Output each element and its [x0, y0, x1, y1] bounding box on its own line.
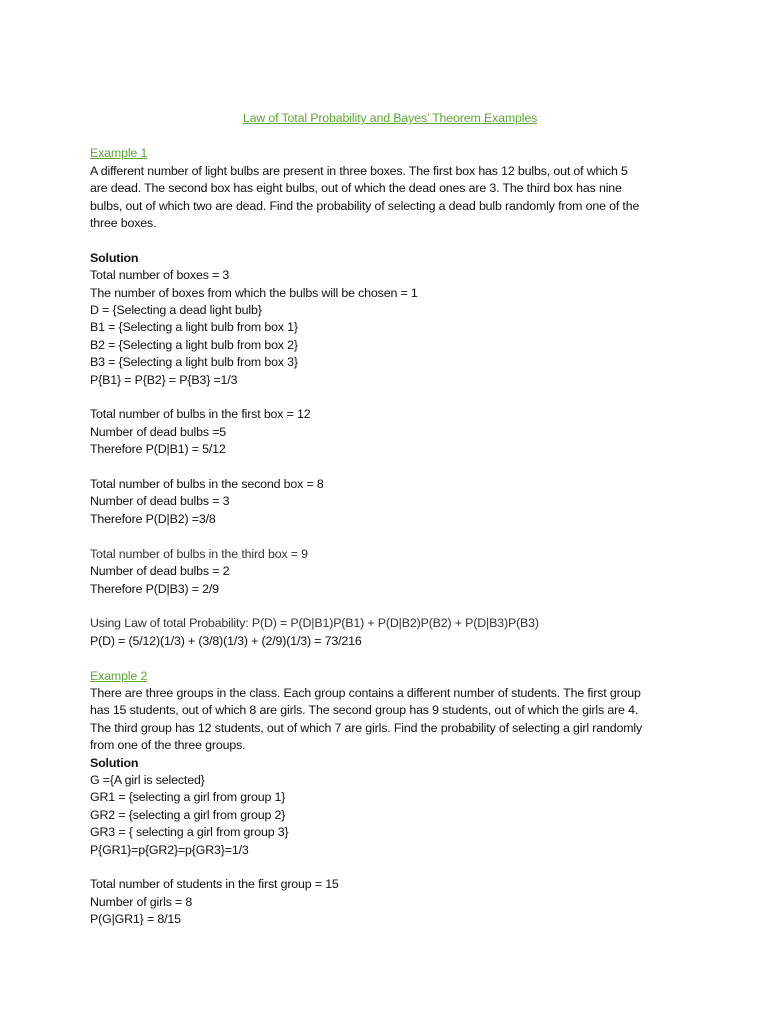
example-2-solution-label: Solution: [90, 755, 139, 770]
example-1-box-1: [90, 406, 690, 458]
total-probability-line: Using Law of total Probability: P(D) = P(D|B1)P(B1) + P(D|B2)P(B2) + P(D|B3)P(B3): [90, 616, 539, 631]
definition-line: B3 = {Selecting a light bulb from box 3}: [90, 355, 298, 370]
example-2-problem: [90, 685, 690, 755]
spacer: [90, 598, 690, 615]
example-1-section: [90, 145, 690, 667]
box-3-line: Total number of bulbs in the third box = 9: [90, 546, 308, 561]
definition-line: P{GR1}=p{GR2}=p{GR3}=1/3: [90, 842, 249, 857]
box-1-line: Total number of bulbs in the first box = 12: [90, 407, 311, 422]
box-1-line: Number of dead bulbs =5: [90, 424, 227, 439]
spacer: [90, 459, 690, 476]
group-1-line: Total number of students in the first group = 15: [90, 877, 339, 892]
spacer: [90, 528, 690, 545]
example-1-total-probability: [90, 615, 690, 650]
box-2-line: Total number of bulbs in the second box = 8: [90, 477, 324, 492]
total-probability-line: P(D) = (5/12)(1/3) + (3/8)(1/3) + (2/9)(1/3) = 73/216: [90, 633, 362, 648]
example-2-section: [90, 668, 690, 929]
problem-line: A different number of light bulbs are present in three boxes. The first box has 12 bulbs, out of which 5: [90, 163, 628, 178]
definition-line: B1 = {Selecting a light bulb from box 1}: [90, 320, 298, 335]
document-title: Law of Total Probability and Bayes’ Theorem Examples: [242, 111, 538, 125]
example-1-heading: Example 1: [90, 146, 148, 161]
example-1-definitions: [90, 267, 690, 389]
problem-line: from one of the three groups.: [90, 738, 246, 753]
definition-line: GR2 = {selecting a girl from group 2}: [90, 807, 286, 822]
box-2-line: Therefore P(D|B2) =3/8: [90, 511, 216, 526]
box-3-line: Number of dead bulbs = 2: [90, 564, 230, 579]
problem-line: has 15 students, out of which 8 are girls. The second group has 9 students, out of which the girls are 4.: [90, 703, 639, 718]
group-1-line: P(G|GR1} = 8/15: [90, 912, 181, 927]
spacer: [90, 650, 690, 667]
definition-line: GR3 = { selecting a girl from group 3}: [90, 825, 289, 840]
spacer: [90, 232, 690, 249]
example-1-solution-label: Solution: [90, 250, 139, 265]
example-2-definitions: [90, 772, 690, 859]
definition-line: B2 = {Selecting a light bulb from box 2}: [90, 337, 298, 352]
box-1-line: Therefore P(D|B1) = 5/12: [90, 442, 226, 457]
definition-line: GR1 = {selecting a girl from group 1}: [90, 790, 286, 805]
spacer: [90, 389, 690, 406]
definition-line: G ={A girl is selected}: [90, 772, 205, 787]
problem-line: The third group has 12 students, out of which 7 are girls. Find the probability of selecting a girl randomly: [90, 720, 643, 735]
box-2-line: Number of dead bulbs = 3: [90, 494, 230, 509]
definition-line: D = {Selecting a dead light bulb}: [90, 303, 262, 318]
example-1-problem: [90, 163, 690, 233]
example-1-box-3: [90, 546, 690, 598]
definition-line: Total number of boxes = 3: [90, 268, 230, 283]
example-2-group-1: [90, 876, 690, 928]
example-2-heading: Example 2: [90, 668, 148, 683]
problem-line: three boxes.: [90, 216, 157, 231]
problem-line: are dead. The second box has eight bulbs, out of which the dead ones are 3. The third box has nine: [90, 181, 622, 196]
problem-line: bulbs, out of which two are dead. Find the probability of selecting a dead bulb randomly from one of the: [90, 198, 640, 213]
box-3-line: Therefore P(D|B3) = 2/9: [90, 581, 219, 596]
definition-line: P{B1} = P{B2} = P{B3} =1/3: [90, 372, 238, 387]
problem-line: There are three groups in the class. Each group contains a different number of students. The first group: [90, 685, 641, 700]
definition-line: The number of boxes from which the bulbs will be chosen = 1: [90, 285, 418, 300]
example-1-box-2: [90, 476, 690, 528]
document-page: [90, 110, 690, 929]
spacer: [90, 859, 690, 876]
group-1-line: Number of girls = 8: [90, 894, 193, 909]
